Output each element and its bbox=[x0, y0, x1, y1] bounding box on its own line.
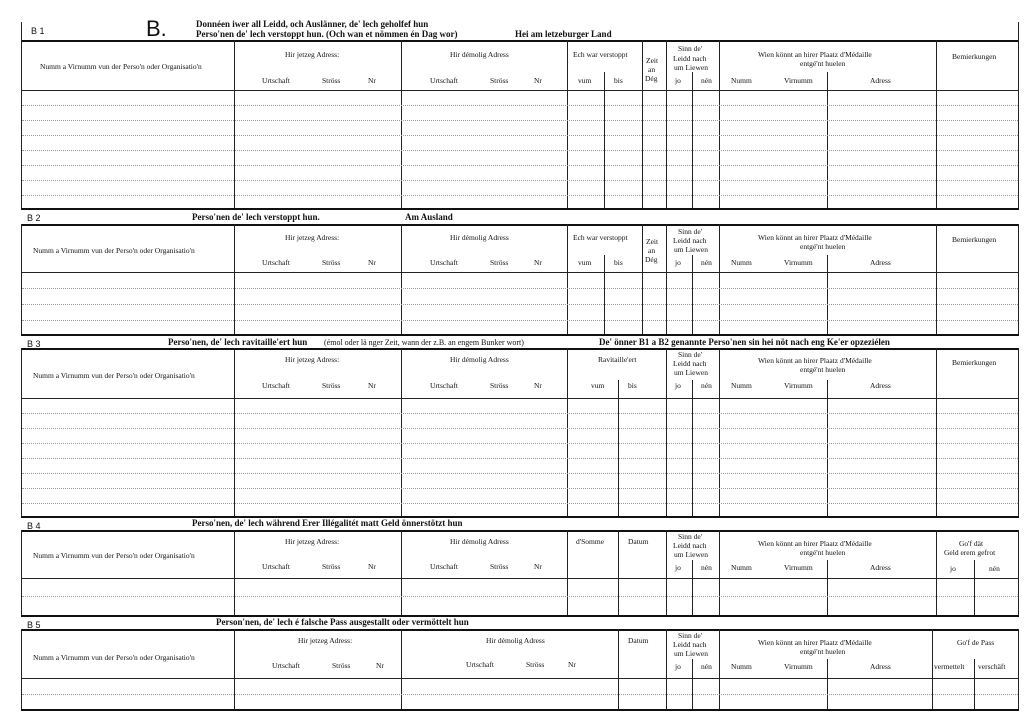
b3-title: Perso'nen, de' lech ravitaille'ert hun bbox=[168, 337, 308, 347]
b5-wien-2: entgé'nt huelen bbox=[800, 647, 846, 656]
b4-stross-2: Ströss bbox=[490, 562, 509, 571]
b2-bis: bis bbox=[614, 258, 623, 267]
b5-leidd-nach: Leidd nach bbox=[673, 640, 707, 649]
b2-zeit-2: an bbox=[648, 246, 656, 255]
b5-hir-demolig-header: Hir démolig Adress bbox=[486, 636, 545, 645]
form-title-line2: Perso'nen de' lech verstoppt hun. (Och wan et nömmen én Dag wor) bbox=[196, 29, 458, 39]
b4-nr-2: Nr bbox=[534, 562, 542, 571]
b5-stross-2: Ströss bbox=[526, 660, 545, 669]
b4-hir-jetzeg-header: Hir jetzeg Adress: bbox=[285, 537, 340, 546]
b2-sinn-de: Sinn de' bbox=[678, 227, 703, 236]
b4-nen: nén bbox=[701, 563, 712, 572]
b2-stross-1: Ströss bbox=[322, 258, 341, 267]
b2-title-right: Am Ausland bbox=[405, 212, 453, 222]
b3-urtschaft-1: Urtschaft bbox=[262, 381, 290, 390]
b4-gof-jo: jo bbox=[950, 564, 956, 573]
b3-numm: Numm bbox=[731, 381, 752, 390]
b2-hir-demolig-header: Hir démolig Adress bbox=[450, 233, 509, 242]
b1-verstoppt-header: Ech war verstoppt bbox=[573, 50, 628, 59]
b2-urtschaft-1: Urtschaft bbox=[262, 258, 290, 267]
b3-name-header: Numm a Virnumm vun der Perso'n oder Organisatio'n bbox=[33, 371, 195, 380]
b5-urtschaft-1: Urtschaft bbox=[272, 661, 300, 670]
b1-stross-2: Ströss bbox=[490, 76, 509, 85]
b4-leidd-nach: Leidd nach bbox=[673, 541, 707, 550]
b1-bis: bis bbox=[614, 76, 623, 85]
b2-um-liewen: um Liewen bbox=[674, 245, 708, 254]
b5-nr-1: Nr bbox=[376, 661, 384, 670]
b5-urtschaft-2: Urtschaft bbox=[466, 660, 494, 669]
b3-title-note: De' önner B1 a B2 genannte Perso'nen sin hei nöt nach eng Ke'er opzeziélen bbox=[599, 337, 890, 347]
b4-urtschaft-1: Urtschaft bbox=[262, 562, 290, 571]
b5-gof-pass: Go'f de Pass bbox=[957, 638, 995, 647]
b1-nr-2: Nr bbox=[534, 76, 542, 85]
b4-um-liewen: um Liewen bbox=[674, 550, 708, 559]
b3-nen: nén bbox=[701, 381, 712, 390]
b2-bemierkungen: Bemierkungen bbox=[952, 235, 997, 244]
b2-name-header: Numm a Virnumm vun der Perso'n oder Organisatio'n bbox=[33, 246, 195, 255]
b4-wien-1: Wien könnt an hirer Plaatz d'Médaille bbox=[758, 539, 872, 548]
b1-sinn-de: Sinn de' bbox=[678, 44, 703, 53]
b3-ravitaille-header: Ravitaille'ert bbox=[598, 355, 637, 364]
b4-adress: Adress bbox=[870, 563, 891, 572]
b1-hir-jetzeg-header: Hir jetzeg Adress: bbox=[285, 50, 340, 59]
b4-wien-2: entgé'nt huelen bbox=[800, 548, 846, 557]
b2-vum: vum bbox=[578, 258, 592, 267]
section-code-b2: B 2 bbox=[27, 213, 41, 223]
b2-hir-jetzeg-header: Hir jetzeg Adress: bbox=[285, 233, 340, 242]
b5-um-liewen: um Liewen bbox=[674, 649, 708, 658]
b5-vermettelt: vermettelt bbox=[934, 662, 965, 671]
b5-numm: Numm bbox=[731, 662, 752, 671]
b5-title: Person'nen, de' lech é falsche Pass ausgestallt oder vermöttelt hun bbox=[216, 617, 469, 627]
b2-numm: Numm bbox=[731, 258, 752, 267]
b1-nen: nén bbox=[701, 76, 712, 85]
b5-verschaft: verschäft bbox=[978, 662, 1006, 671]
b3-nr-2: Nr bbox=[534, 381, 542, 390]
b3-virnumm: Virnumm bbox=[784, 381, 813, 390]
b2-nr-1: Nr bbox=[368, 258, 376, 267]
b4-datum-header: Datum bbox=[628, 537, 649, 546]
b1-bemierkungen: Bemierkungen bbox=[952, 52, 997, 61]
section-code-b3: B 3 bbox=[27, 339, 41, 349]
b1-nr-1: Nr bbox=[368, 76, 376, 85]
b4-title: Perso'nen, de' lech während Erer Illégalitét matt Geld önnerstötzt hun bbox=[192, 518, 463, 528]
b1-numm: Numm bbox=[731, 76, 752, 85]
b5-adress: Adress bbox=[870, 662, 891, 671]
b4-stross-1: Ströss bbox=[322, 562, 341, 571]
b1-zeit-3: Dég bbox=[645, 74, 658, 83]
form-letter: B. bbox=[146, 16, 167, 41]
b3-nr-1: Nr bbox=[368, 381, 376, 390]
b5-hir-jetzeg-header: Hir jetzeg Adress: bbox=[298, 636, 353, 645]
b3-leidd-nach: Leidd nach bbox=[673, 359, 707, 368]
b3-title-paren: (émol oder lä nger Zeit, wann der z.B. an engem Bunker wort) bbox=[324, 338, 524, 347]
b2-nen: nén bbox=[701, 258, 712, 267]
b4-jo: jo bbox=[675, 563, 681, 572]
b2-nr-2: Nr bbox=[534, 258, 542, 267]
section-code-b4: B 4 bbox=[27, 521, 41, 531]
b2-wien-1: Wien könnt an hirer Plaatz d'Médaille bbox=[758, 233, 872, 242]
b1-jo: jo bbox=[675, 76, 681, 85]
b1-leidd-nach: Leidd nach bbox=[673, 54, 707, 63]
b2-zeit-3: Dég bbox=[645, 255, 658, 264]
b5-jo: jo bbox=[675, 662, 681, 671]
b4-somme-header: d'Somme bbox=[576, 537, 605, 546]
b5-sinn-de: Sinn de' bbox=[678, 631, 703, 640]
b2-verstoppt-header: Ech war verstoppt bbox=[573, 233, 628, 242]
b2-adress: Adress bbox=[870, 258, 891, 267]
b1-wien-2: entgé'nt huelen bbox=[800, 59, 846, 68]
b3-jo: jo bbox=[675, 381, 681, 390]
b1-hir-demolig-header: Hir démolig Adress bbox=[450, 50, 509, 59]
b1-wien-1: Wien könnt an hirer Plaatz d'Médaille bbox=[758, 50, 872, 59]
b3-adress: Adress bbox=[870, 381, 891, 390]
b3-sinn-de: Sinn de' bbox=[678, 350, 703, 359]
b4-virnumm: Virnumm bbox=[784, 563, 813, 572]
b5-name-header: Numm a Virnumm vun der Perso'n oder Organisatio'n bbox=[33, 653, 195, 662]
section-code-b5: B 5 bbox=[27, 620, 41, 630]
b5-nr-2: Nr bbox=[568, 660, 576, 669]
b4-sinn-de: Sinn de' bbox=[678, 532, 703, 541]
b1-urtschaft-1: Urtschaft bbox=[262, 76, 290, 85]
b1-um-liewen: um Liewen bbox=[674, 63, 708, 72]
b5-virnumm: Virnumm bbox=[784, 662, 813, 671]
section-code-b1: B 1 bbox=[31, 26, 45, 36]
b3-stross-1: Ströss bbox=[322, 381, 341, 390]
b4-name-header: Numm a Virnumm vun der Perso'n oder Organisatio'n bbox=[33, 551, 195, 560]
b3-bis: bis bbox=[628, 381, 637, 390]
b4-nr-1: Nr bbox=[368, 562, 376, 571]
b1-virnumm: Virnumm bbox=[784, 76, 813, 85]
b1-urtschaft-2: Urtschaft bbox=[430, 76, 458, 85]
b1-stross-1: Ströss bbox=[322, 76, 341, 85]
b1-zeit-2: an bbox=[648, 65, 656, 74]
b2-leidd-nach: Leidd nach bbox=[673, 236, 707, 245]
b1-name-header: Numm a Virnumm vun der Perso'n oder Organisatio'n bbox=[40, 62, 202, 71]
b5-stross-1: Ströss bbox=[332, 661, 351, 670]
b2-urtschaft-2: Urtschaft bbox=[430, 258, 458, 267]
b3-wien-1: Wien könnt an hirer Plaatz d'Médaille bbox=[758, 356, 872, 365]
b4-urtschaft-2: Urtschaft bbox=[430, 562, 458, 571]
b2-wien-2: entgé'nt huelen bbox=[800, 242, 846, 251]
b3-urtschaft-2: Urtschaft bbox=[430, 381, 458, 390]
b3-wien-2: entgé'nt huelen bbox=[800, 365, 846, 374]
b3-um-liewen: um Liewen bbox=[674, 368, 708, 377]
b4-gof-nen: nén bbox=[989, 564, 1000, 573]
b1-zeit-1: Zeit bbox=[646, 56, 659, 65]
b2-virnumm: Virnumm bbox=[784, 258, 813, 267]
form-title-line1: Donnéen iwer all Leidd, och Auslänner, de' lech geholfef hun bbox=[196, 19, 429, 29]
b1-vum: vum bbox=[578, 76, 592, 85]
b4-hir-demolig-header: Hir démolig Adress bbox=[450, 537, 509, 546]
b5-wien-1: Wien könnt an hirer Plaatz d'Médaille bbox=[758, 638, 872, 647]
b2-jo: jo bbox=[675, 258, 681, 267]
b3-stross-2: Ströss bbox=[490, 381, 509, 390]
b4-gof-1: Go'f dät bbox=[959, 539, 984, 548]
b4-gof-2: Geld erem gefrot bbox=[944, 548, 996, 557]
b4-numm: Numm bbox=[731, 563, 752, 572]
b3-hir-jetzeg-header: Hir jetzeg Adress: bbox=[285, 355, 340, 364]
form-title-location: Hei am letzeburger Land bbox=[515, 29, 612, 39]
b5-nen: nén bbox=[701, 662, 712, 671]
b3-vum: vum bbox=[591, 381, 605, 390]
b3-bemierkungen: Bemierkungen bbox=[952, 358, 997, 367]
b2-stross-2: Ströss bbox=[490, 258, 509, 267]
b2-zeit-1: Zeit bbox=[646, 237, 659, 246]
b5-datum-header: Datum bbox=[628, 636, 649, 645]
b3-hir-demolig-header: Hir démolig Adress bbox=[450, 355, 509, 364]
b1-adress: Adress bbox=[870, 76, 891, 85]
b2-title: Perso'nen de' lech verstoppt hun. bbox=[192, 212, 320, 222]
